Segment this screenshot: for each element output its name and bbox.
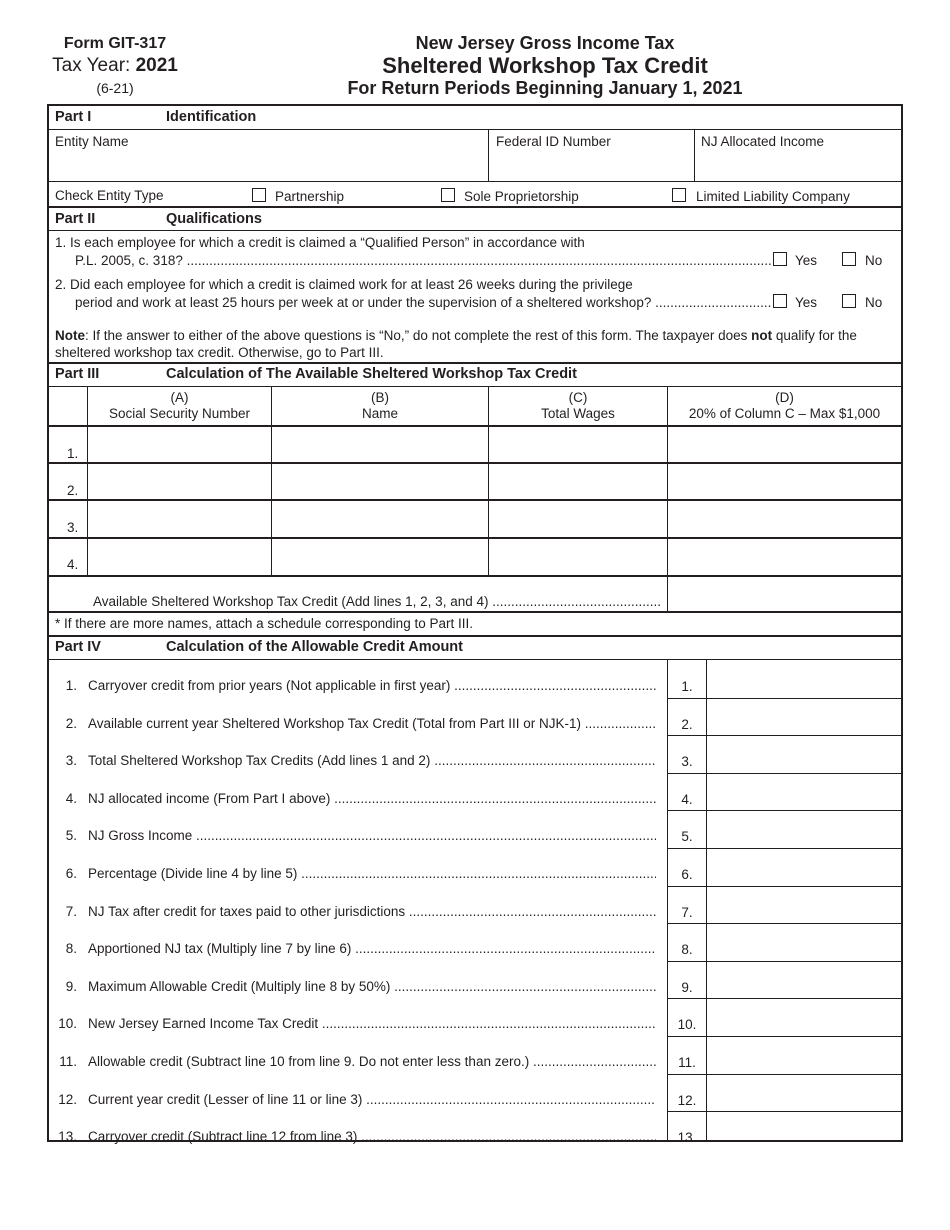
col-d-letter: (D) <box>775 390 794 405</box>
tax-year-value: 2021 <box>135 55 178 76</box>
divider <box>49 181 901 182</box>
row-3-name-field[interactable] <box>272 501 488 536</box>
line-11-description: Allowable credit (Subtract line 10 from line 9. Do not enter less than zero.) ..... <box>88 1054 656 1069</box>
form-title-line1: New Jersey Gross Income Tax <box>415 33 675 53</box>
q1-yes-label: Yes <box>795 253 818 268</box>
nj-income-label: NJ Allocated Income <box>701 134 825 149</box>
line-6-description: Percentage (Divide line 4 by line 5) ..... <box>88 866 656 881</box>
col-d-name: 20% of Column C – Max $1,000 <box>688 406 881 421</box>
llc-checkbox[interactable] <box>672 188 686 202</box>
row-4-name-field[interactable] <box>272 539 488 575</box>
line-6-amount-field[interactable] <box>708 849 901 884</box>
row-2-ssn-field[interactable] <box>88 464 271 499</box>
line-8-amount-field[interactable] <box>708 924 901 959</box>
q2-yes-checkbox[interactable] <box>773 294 787 308</box>
row-4-ssn-field[interactable] <box>88 539 271 575</box>
col-a-letter: (A) <box>170 390 189 405</box>
col-d-header <box>668 390 901 422</box>
entity-type-label: Check Entity Type <box>55 188 164 203</box>
line-10-amount-field[interactable] <box>708 999 901 1034</box>
line-10-description: New Jersey Earned Income Tax Credit ..... <box>88 1016 656 1031</box>
line-6-number: 6. <box>65 866 77 881</box>
form-revision: (6-21) <box>96 80 134 96</box>
note-text-b: qualify for the sheltered workshop tax credit. Otherwise, go to Part III. <box>55 328 857 360</box>
line-13-amount-field[interactable] <box>708 1112 901 1147</box>
question-1-line1: 1. Is each employee for which a credit is claimed a “Qualified Person” in accordance with <box>55 235 585 250</box>
form-body <box>47 104 903 1146</box>
entity-name-label: Entity Name <box>55 134 129 149</box>
row-1-wages-field[interactable] <box>489 427 667 462</box>
line-10-number: 10. <box>58 1016 77 1032</box>
part4-title: Calculation of the Allowable Credit Amount <box>166 639 463 655</box>
row-4-wages-field[interactable] <box>489 539 667 575</box>
q2-no-label: No <box>865 295 883 310</box>
part4-label: Part IV <box>55 639 101 655</box>
line-5-box-number: 5. <box>681 829 693 845</box>
col-b-letter: (B) <box>371 390 389 405</box>
q1-yes-checkbox[interactable] <box>773 252 787 266</box>
question-1-line2: P.L. 2005, c. 318? ..... <box>75 253 771 268</box>
line-3-box-number: 3. <box>681 754 693 770</box>
line-8-box-number: 8. <box>681 942 693 958</box>
note-not: not <box>751 328 773 343</box>
line-1-number: 1. <box>65 678 77 693</box>
part2-label: Part II <box>55 211 96 227</box>
schedule-footnote: * If there are more names, attach a schedule corresponding to Part III. <box>55 616 473 631</box>
line-4-number: 4. <box>65 790 77 806</box>
col-c-letter: (C) <box>568 390 588 405</box>
entity-name-field[interactable] <box>49 130 488 180</box>
col-b-header <box>272 390 488 422</box>
line-9-amount-field[interactable] <box>708 962 901 997</box>
partnership-checkbox[interactable] <box>252 188 266 202</box>
line-2-description: Available current year Sheltered Workshop Tax Credit (Total from Part III or NJK-1) ..... <box>88 716 656 731</box>
line-9-box-number: 9. <box>681 979 693 995</box>
line-5-number: 5. <box>65 828 77 844</box>
question-2-line2: period and work at least 25 hours per week at or under the supervision of a sheltered workshop? ..... <box>75 295 771 310</box>
col-a-name: Social Security Number <box>108 406 251 421</box>
line-3-number: 3. <box>65 753 77 769</box>
part1-label: Part I <box>55 109 92 125</box>
q2-yes-label: Yes <box>795 295 818 310</box>
divider <box>49 635 901 637</box>
row-1-number: 1. <box>67 446 79 461</box>
row-1-ssn-field[interactable] <box>88 427 271 462</box>
divider <box>706 660 707 1142</box>
col-b-name: Name <box>361 406 398 421</box>
line-7-description: NJ Tax after credit for taxes paid to other jurisdictions ..... <box>88 904 656 919</box>
line-3-amount-field[interactable] <box>708 736 901 771</box>
line-12-amount-field[interactable] <box>708 1075 901 1110</box>
note-label: Note <box>55 328 85 343</box>
q2-no-checkbox[interactable] <box>842 294 856 308</box>
line-13-box-number: 13. <box>677 1130 697 1146</box>
line-5-amount-field[interactable] <box>708 811 901 846</box>
form-number: Form GIT-317 <box>63 35 167 52</box>
line-12-box-number: 12. <box>677 1092 697 1108</box>
line-2-box-number: 2. <box>681 716 693 732</box>
row-2-wages-field[interactable] <box>489 464 667 499</box>
divider <box>49 230 901 231</box>
divider <box>49 611 901 613</box>
col-c-header <box>489 390 667 422</box>
llc-label: Limited Liability Company <box>696 189 850 204</box>
form-title-line3: For Return Periods Beginning January 1, 2021 <box>347 78 743 98</box>
line-6-box-number: 6. <box>681 867 693 882</box>
qualification-note <box>55 327 895 361</box>
tax-year-label: Tax Year: <box>52 55 131 76</box>
line-8-number: 8. <box>65 941 77 957</box>
row-4-number: 4. <box>67 557 79 572</box>
row-1-credit-field[interactable] <box>668 427 901 462</box>
federal-id-label: Federal ID Number <box>496 134 611 149</box>
line-4-amount-field[interactable] <box>708 774 901 809</box>
federal-id-field[interactable] <box>489 130 694 180</box>
nj-income-field[interactable] <box>695 130 901 180</box>
line-13-description: Carryover credit (Subtract line 12 from line 3) ..... <box>88 1129 656 1144</box>
line-2-number: 2. <box>65 715 77 731</box>
col-a-header <box>88 390 271 422</box>
row-2-credit-field[interactable] <box>668 464 901 499</box>
q1-no-checkbox[interactable] <box>842 252 856 266</box>
note-text-a: : If the answer to either of the above questions is “No,” do not complete the rest of this form. The taxpayer does <box>85 328 752 343</box>
line-11-number: 11. <box>59 1054 77 1069</box>
line-9-number: 9. <box>65 978 77 994</box>
line-12-description: Current year credit (Lesser of line 11 or line 3) ..... <box>88 1092 656 1107</box>
line-2-amount-field[interactable] <box>708 699 901 734</box>
line-8-description: Apportioned NJ tax (Multiply line 7 by line 6) ..... <box>88 941 656 956</box>
row-3-wages-field[interactable] <box>489 501 667 536</box>
line-5-description: NJ Gross Income ..... <box>88 828 656 843</box>
form-title-line2: Sheltered Workshop Tax Credit <box>382 53 708 78</box>
part2-title: Qualifications <box>166 211 262 227</box>
line-10-box-number: 10. <box>677 1017 697 1033</box>
row-4-credit-field[interactable] <box>668 539 901 575</box>
line-12-number: 12. <box>58 1091 77 1107</box>
line-1-description: Carryover credit from prior years (Not applicable in first year) ..... <box>88 678 656 693</box>
tax-year <box>40 54 190 78</box>
line-4-description: NJ allocated income (From Part I above) ..... <box>88 791 656 806</box>
line-9-description: Maximum Allowable Credit (Multiply line 8 by 50%) ..... <box>88 979 656 994</box>
question-2-line1: 2. Did each employee for which a credit is claimed work for at least 26 weeks during the privilege <box>55 277 633 292</box>
row-3-credit-field[interactable] <box>668 501 901 536</box>
line-4-box-number: 4. <box>681 791 693 807</box>
line-7-number: 7. <box>65 903 77 919</box>
form-id-block <box>40 33 190 99</box>
line-1-amount-field[interactable] <box>708 661 901 696</box>
divider <box>49 362 901 364</box>
sole-proprietorship-checkbox[interactable] <box>441 188 455 202</box>
row-1-name-field[interactable] <box>272 427 488 462</box>
line-11-box-number: 11. <box>678 1055 696 1070</box>
row-2-number: 2. <box>67 483 79 498</box>
line-1-box-number: 1. <box>681 679 693 694</box>
part3-label: Part III <box>55 366 100 382</box>
sole-proprietorship-label: Sole Proprietorship <box>464 189 579 204</box>
partnership-label: Partnership <box>275 189 345 204</box>
row-2-name-field[interactable] <box>272 464 488 499</box>
available-credit-total-field[interactable] <box>668 577 901 611</box>
line-13-number: 13. <box>58 1129 77 1145</box>
part1-title: Identification <box>166 109 257 125</box>
line-3-description: Total Sheltered Workshop Tax Credits (Add lines 1 and 2) ..... <box>88 753 656 768</box>
part3-title: Calculation of The Available Sheltered Workshop Tax Credit <box>166 366 577 382</box>
q1-no-label: No <box>865 253 883 268</box>
divider <box>49 206 901 208</box>
line-11-amount-field[interactable] <box>708 1037 901 1072</box>
row-3-number: 3. <box>67 520 79 535</box>
divider <box>49 386 901 387</box>
col-c-name: Total Wages <box>541 406 615 421</box>
available-credit-label: Available Sheltered Workshop Tax Credit (Add lines 1, 2, 3, and 4) ..... <box>93 594 661 609</box>
line-7-amount-field[interactable] <box>708 887 901 922</box>
row-3-ssn-field[interactable] <box>88 501 271 536</box>
line-7-box-number: 7. <box>681 904 693 920</box>
divider <box>49 659 901 660</box>
